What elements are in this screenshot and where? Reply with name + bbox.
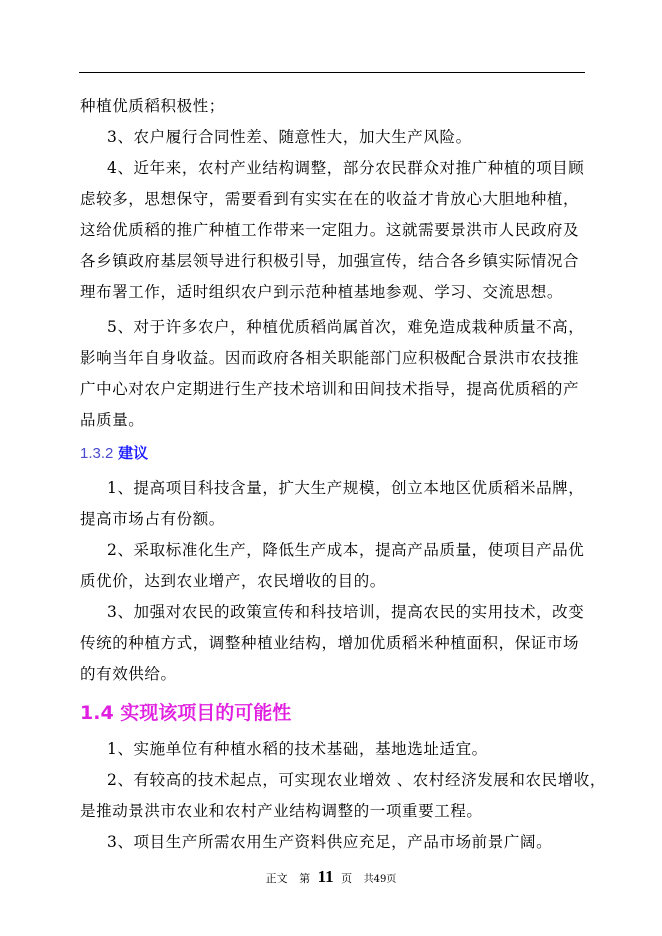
suggestion-1-line-1: 1、提高项目科技含量，扩大生产规模，创立本地区优质稻米品牌， <box>107 479 585 497</box>
suggestion-1-line-2: 提高市场占有份额。 <box>80 510 225 528</box>
feasibility-1: 1、实施单位有种植水稻的技术基础，基地选址适宜。 <box>107 740 488 758</box>
feasibility-3: 3、项目生产所需农用生产资料供应充足，产品市场前景广阔。 <box>107 833 553 851</box>
paragraph-item-4-line-3: 这给优质稻的推广种植工作带来一定阻力。这就需要景洪市人民政府及 <box>80 221 580 239</box>
paragraph-item-4-line-2: 虑较多，思想保守，需要看到有实实在在的收益才肯放心大胆地种植， <box>80 190 580 208</box>
section-heading-1-4: 1.4 实现该项目的可能性 <box>80 702 292 724</box>
paragraph-item-4-line-1: 4、近年来，农村产业结构调整，部分农民群众对推广种植的项目顾 <box>107 159 585 177</box>
paragraph-item-5-line-4: 品质量。 <box>80 411 145 429</box>
suggestion-2-line-2: 质优价，达到农业增产，农民增收的目的。 <box>80 572 386 590</box>
paragraph-item-4-line-5: 理布署工作，适时组织农户到示范种植基地参观、学习、交流思想。 <box>80 283 564 301</box>
footer-page-suffix: 页 <box>341 872 353 885</box>
suggestion-3-line-3: 的有效供给。 <box>80 665 177 683</box>
paragraph-item-4-line-4: 各乡镇政府基层领导进行积极引导，加强宣传，结合各乡镇实际情况合 <box>80 252 580 270</box>
feasibility-2-line-2: 是推动景洪市农业和农村产业结构调整的一项重要工程。 <box>80 802 483 820</box>
suggestion-3-line-2: 传统的种植方式，调整种植业结构，增加优质稻米种植面积，保证市场 <box>80 634 580 652</box>
paragraph-item-5-line-2: 影响当年自身收益。因而政府各相关职能部门应积极配合景洪市农技推 <box>80 349 580 367</box>
footer-label: 正文 <box>265 872 288 885</box>
section-title: 建议 <box>118 444 149 462</box>
suggestion-3-line-1: 3、加强对农民的政策宣传和科技培训，提高农民的实用技术，改变 <box>107 603 585 621</box>
footer-page-number: 11 <box>317 867 334 886</box>
header-rule <box>79 72 585 73</box>
paragraph-item-5-line-1: 5、对于许多农户，种植优质稻尚属首次，难免造成栽种质量不高， <box>107 318 585 336</box>
paragraph-continuation: 种植优质稻积极性； <box>80 97 225 115</box>
paragraph-item-5-line-3: 广中心对农户定期进行生产技术培训和田间技术指导，提高优质稻的产 <box>80 380 580 398</box>
suggestion-2-line-1: 2、采取标准化生产，降低生产成本，提高产品质量，使项目产品优 <box>107 541 585 559</box>
page-footer <box>0 868 662 889</box>
feasibility-2-line-1: 2、有较高的技术起点，可实现农业增效 、农村经济发展和农民增收， <box>107 771 606 789</box>
footer-total-pages: 共49页 <box>363 874 397 885</box>
section-heading-1-3-2 <box>80 443 148 464</box>
section-number: 1.3.2 <box>80 445 114 462</box>
paragraph-item-3: 3、农户履行合同性差、随意性大，加大生产风险。 <box>107 128 472 146</box>
footer-page-prefix: 第 <box>299 872 311 885</box>
